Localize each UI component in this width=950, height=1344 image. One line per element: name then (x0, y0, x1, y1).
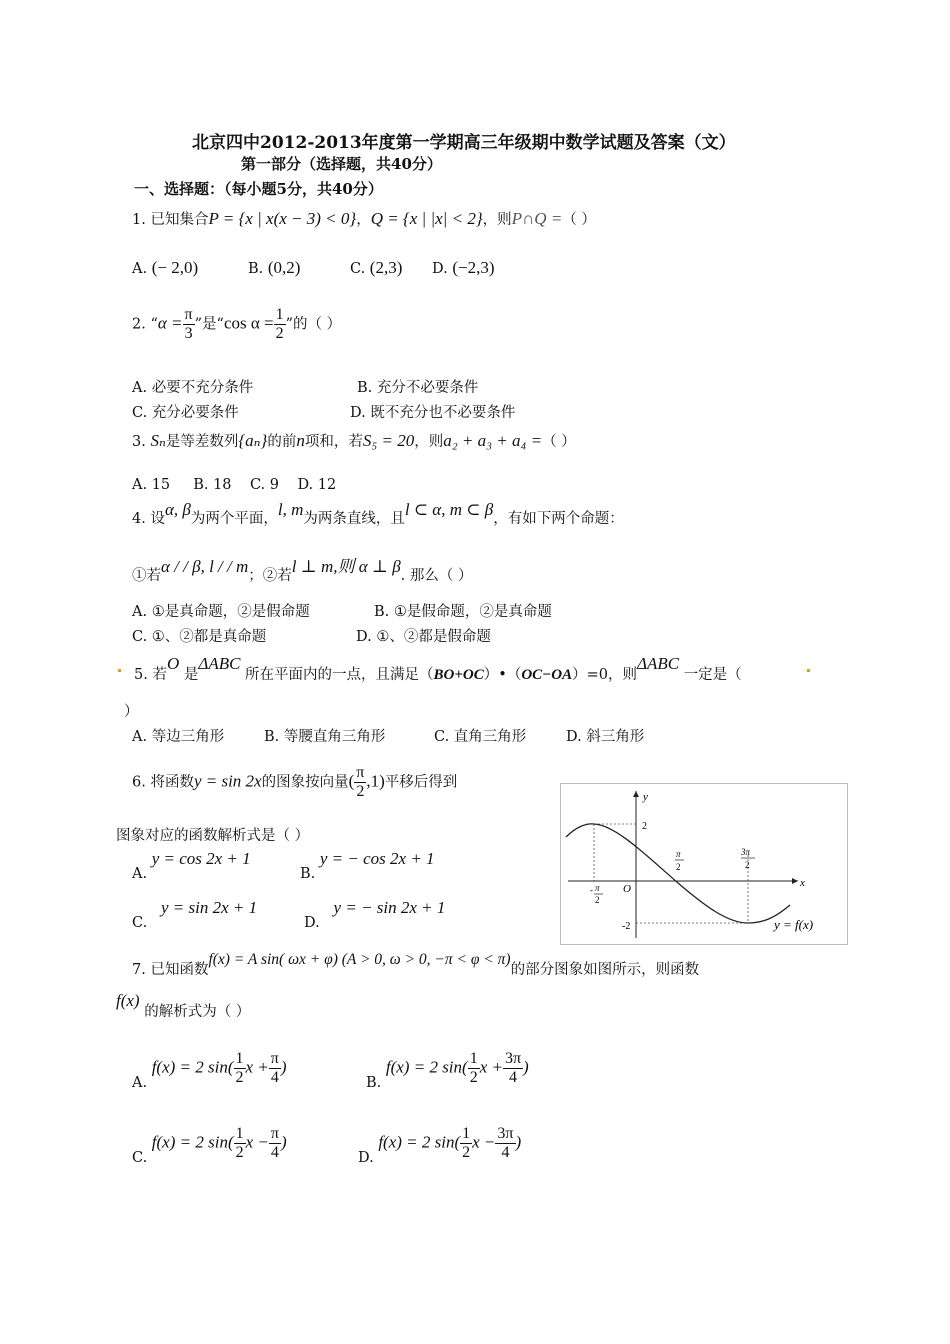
q3-option-a[interactable]: A. 15 (132, 477, 171, 493)
x-axis-label: x (800, 877, 805, 889)
question-4: 4. 设α, β为两个平面，l, m为两条直线，且l ⊂ α, m ⊂ β，有如下两个命题： (132, 500, 624, 527)
fraction-1-2: $\frac{1}{2}$ (275, 306, 284, 342)
tick-neg-num: π (595, 883, 600, 893)
question-3: 3. Sₙ是等差数列{aₙ}的前n项和，若S₅ = 20，则a₂ + a₃ + a₄ =（ ） (132, 431, 576, 450)
q5-option-d[interactable]: D. 斜三角形 (566, 729, 645, 745)
set-p: P = {x | x(x − 3) < 0} (208, 209, 357, 228)
function-graph (560, 783, 848, 945)
tick1-den: 2 (676, 862, 681, 872)
q1-option-a[interactable]: A. (− 2,0) (132, 258, 199, 277)
q4-option-d[interactable]: D. ①、②都是假命题 (356, 629, 491, 645)
q4-option-c[interactable]: C. ①、②都是真命题 (132, 629, 267, 645)
q2-option-b[interactable]: B. 充分不必要条件 (357, 380, 479, 396)
q3-option-d[interactable]: D. 12 (297, 477, 337, 493)
q1-option-c[interactable]: C. (2,3) (350, 258, 403, 277)
q1-option-b[interactable]: B. (0,2) (248, 258, 301, 277)
tick2-den: 2 (745, 860, 750, 870)
curve-label: y = f(x) (774, 917, 814, 932)
q6-option-c[interactable]: C. y = sin 2x + 1 (132, 898, 258, 931)
section-heading: 一、选择题：（每小题5分，共40分） (134, 180, 383, 198)
question-2: 2. “α = $\frac{\pi}{3}$ ”是“cos α = $\frac{1}{2}$ ”的（ ） (132, 306, 342, 342)
q6-option-d[interactable]: D. y = − sin 2x + 1 (304, 898, 446, 931)
q5-option-a[interactable]: A. 等边三角形 (132, 729, 225, 745)
marker-dot (807, 669, 810, 672)
question-7: 7. 已知函数f(x) = A sin( ωx + φ) (A > 0, ω > 0, −π < φ < π)的部分图象如图所示，则函数 (132, 951, 700, 978)
q5-wrap: ） (124, 704, 139, 720)
q4-option-a[interactable]: A. ①是真命题，②是假命题 (132, 604, 310, 620)
page-title: 北京四中2012-2013年度第一学期高三年级期中数学试题及答案（文） (192, 133, 736, 153)
q7-option-c[interactable]: C. f(x) = 2 sin( $\frac{1}{2}$ x − $\frac{\pi}{4}$ ) (132, 1125, 287, 1166)
part-heading: 第一部分（选择题，共40分） (241, 155, 442, 173)
q7-option-a[interactable]: A. f(x) = 2 sin( $\frac{1}{2}$ x + $\frac{\pi}{4}$ ) (132, 1050, 287, 1091)
set-q: Q = {x | |x| < 2} (370, 209, 483, 228)
question-6-cont: 图象对应的函数解析式是（ ） (116, 828, 310, 844)
question-7-cont: f(x) 的解析式为（ ） (116, 991, 251, 1020)
q3-option-b[interactable]: B. 18 (193, 477, 232, 493)
fraction-pi-3: $\frac{\pi}{3}$ (184, 306, 193, 342)
q4-option-b[interactable]: B. ①是假命题，②是真命题 (374, 604, 552, 620)
question-5: 5. 若O 是ΔABC 所在平面内的一点，且满足（BO+OC）•（OC−OA）=0，则ΔABC 一定是（ (134, 654, 742, 683)
q1-option-d[interactable]: D. (−2,3) (432, 258, 495, 277)
question-4-propositions: ①若α / / β, l / / m；②若l ⊥ m,则 α ⊥ β. 那么（ ） (132, 557, 473, 584)
q2-option-d[interactable]: D. 既不充分也不必要条件 (350, 405, 516, 421)
q3-options (132, 477, 336, 493)
question-1: 1. 已知集合P = {x | x(x − 3) < 0}，Q = {x | |x| < 2}，则P∩Q =（ ） (132, 209, 596, 228)
question-6: 6. 将函数y = sin 2x的图象按向量( $\frac{\pi}{2}$ ,1)平移后得到 (132, 764, 458, 800)
y-min-label: -2 (622, 921, 631, 932)
intersection-expr: P∩Q = (511, 209, 563, 228)
tick-neg-den: 2 (595, 895, 600, 905)
tick2-num: 3π (741, 847, 751, 857)
q2-option-c[interactable]: C. 充分必要条件 (132, 405, 239, 421)
q7-option-d[interactable]: D. f(x) = 2 sin( $\frac{1}{2}$ x − $\frac{3\pi}{4}$ ) (358, 1125, 522, 1166)
q5-option-b[interactable]: B. 等腰直角三角形 (264, 729, 386, 745)
y-max-label: 2 (642, 821, 647, 832)
tick1-num: π (676, 849, 681, 859)
q6-option-b[interactable]: B. y = − cos 2x + 1 (300, 849, 435, 882)
q2-option-a[interactable]: A. 必要不充分条件 (132, 380, 254, 396)
q3-option-c[interactable]: C. 9 (249, 477, 279, 493)
origin-label: O (623, 883, 631, 895)
marker-dot (118, 669, 121, 672)
tick-neg-sign: - (590, 885, 593, 895)
q6-option-a[interactable]: A. y = cos 2x + 1 (132, 849, 251, 882)
q7-option-b[interactable]: B. f(x) = 2 sin( $\frac{1}{2}$ x + $\frac{3\pi}{4}$ ) (366, 1050, 529, 1091)
q5-option-c[interactable]: C. 直角三角形 (434, 729, 527, 745)
y-axis-label: y (643, 791, 648, 803)
